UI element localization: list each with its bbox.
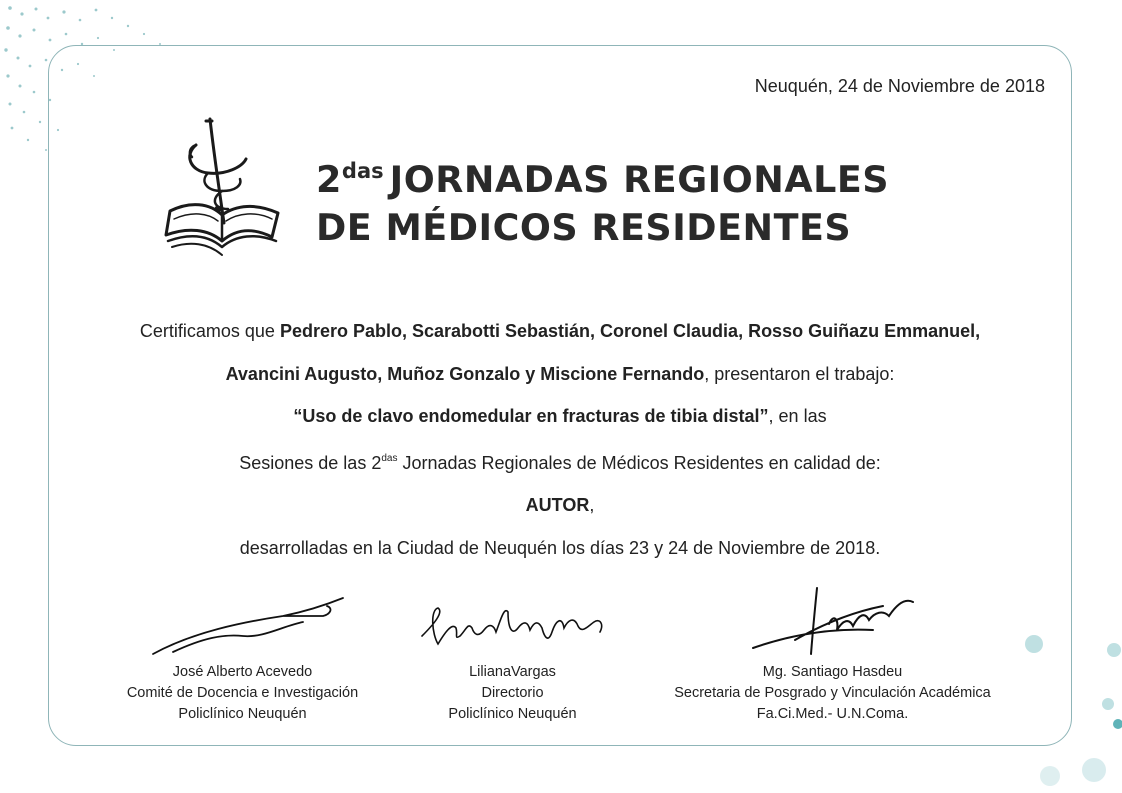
body-line-3 bbox=[60, 395, 1060, 438]
author-names-2: Avancini Augusto, Muñoz Gonzalo y Miscione Fernando bbox=[225, 363, 705, 384]
signer-role-3: Secretaria de Posgrado y Vinculación Académica bbox=[674, 685, 991, 701]
certify-prefix: Certificamos que bbox=[139, 321, 280, 341]
body-line-5 bbox=[60, 484, 1060, 527]
handwritten-signature-2 bbox=[408, 592, 618, 662]
body-line-4 bbox=[60, 438, 1060, 485]
signature-block-3 bbox=[645, 584, 1020, 725]
certificate-body bbox=[60, 310, 1060, 569]
in-the-text: , en las bbox=[768, 406, 827, 426]
presented-text: , presentaron el trabajo: bbox=[704, 363, 895, 384]
work-title: “Uso de clavo endomedular en fracturas de tibia distal” bbox=[293, 406, 769, 426]
title-line-1 bbox=[316, 147, 889, 204]
handwritten-signature-1 bbox=[133, 592, 353, 662]
signer-org-2: Policlínico Neuquén bbox=[448, 706, 577, 722]
role-suffix: , bbox=[589, 495, 595, 515]
signer-role-1: Comité de Docencia e Investigación bbox=[126, 685, 359, 701]
event-title bbox=[316, 147, 889, 252]
body-line-2 bbox=[60, 353, 1060, 396]
issue-date: Neuquén, 24 de Noviembre de 2018 bbox=[754, 76, 1045, 96]
body-line-1 bbox=[60, 310, 1060, 353]
signature-block-1 bbox=[100, 592, 385, 725]
role-label: AUTOR bbox=[525, 495, 590, 515]
title-ordinal-suffix: das bbox=[341, 159, 384, 183]
title-line-2: DE MÉDICOS RESIDENTES bbox=[316, 206, 852, 249]
signer-role-2: Directorio bbox=[481, 685, 544, 701]
signer-name-1: José Alberto Acevedo bbox=[172, 664, 313, 680]
signer-name-3: Mg. Santiago Hasdeu bbox=[762, 664, 903, 680]
sessions-ordinal-suffix: das bbox=[381, 452, 398, 464]
signer-org-3: Fa.Ci.Med.- U.N.Coma. bbox=[756, 706, 909, 722]
title-ordinal: 2 bbox=[316, 158, 342, 201]
book-stethoscope-logo bbox=[160, 115, 285, 260]
signer-org-1: Policlínico Neuquén bbox=[178, 706, 307, 722]
body-line-6: desarrolladas en la Ciudad de Neuquén los días 23 y 24 de Noviembre de 2018. bbox=[239, 537, 881, 558]
signer-name-2: LilianaVargas bbox=[469, 664, 556, 680]
author-names-1: Pedrero Pablo, Scarabotti Sebastián, Coronel Claudia, Rosso Guiñazu Emmanuel, bbox=[279, 321, 981, 341]
handwritten-signature-3 bbox=[733, 584, 933, 662]
sessions-prefix: Sesiones de las 2 bbox=[239, 452, 382, 473]
sessions-suffix: Jornadas Regionales de Médicos Residentes en calidad de: bbox=[397, 452, 881, 473]
title-line-1-text: JORNADAS REGIONALES bbox=[389, 158, 890, 201]
signature-block-2 bbox=[400, 592, 625, 725]
